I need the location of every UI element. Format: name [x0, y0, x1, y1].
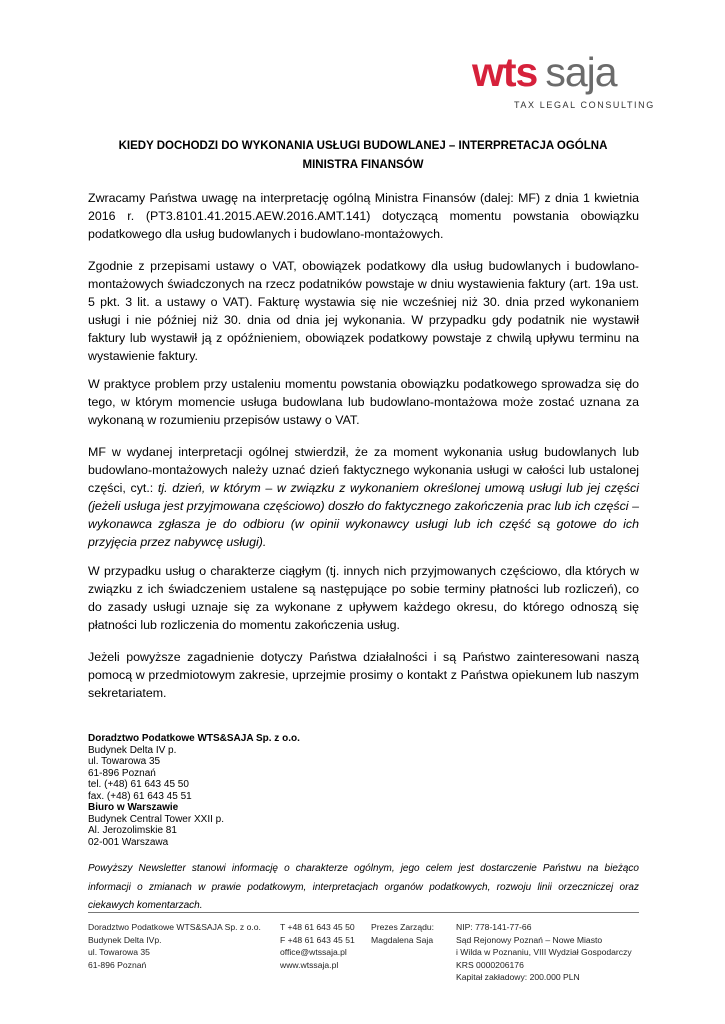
sig-fax: fax. (+48) 61 643 45 51	[88, 790, 192, 802]
disclaimer: Powyższy Newsletter stanowi informację o charakterze ogólnym, jego celem jest dostarczenie Państwu na bieżąco informacji o zmianach w prawie podatkowym, interpretacjach organów podatkowych, rozwoju linii orzeczniczej oraz ciekawych komentarzach.	[88, 863, 639, 911]
footer-line: NIP: 778-141-77-66	[456, 922, 532, 932]
sig-office-street: Al. Jerozolimskie 81	[88, 825, 177, 836]
title-line-2: MINISTRA FINANSÓW	[302, 159, 424, 171]
sig-office-title: Biuro w Warszawie	[88, 802, 179, 813]
footer-line: Budynek Delta IVp.	[88, 934, 162, 945]
footer-line: Doradztwo Podatkowe WTS&SAJA Sp. z o.o.	[88, 922, 261, 932]
footer-line: i Wilda w Poznaniu, VIII Wydział Gospodarczy	[456, 947, 632, 957]
paragraph-5: W przypadku usług o charakterze ciągłym (tj. innych nich przyjmowanych częściowo, dla których w związku z ich świadczeniem ustalene są następujące po sobie terminy płatności lub rozliczeń), co do zasady usługi uznaje się za wykonane z upływem każdego okresu, do którego odnoszą się płatności lub rozliczenia do momentu zakończenia usług.	[88, 564, 639, 632]
paragraph-4-quote: tj. dzień, w którym – w związku z wykonaniem określonej umową usługi lub jej części (jeżeli usługa jest przyjmowana częściowo) doszło do faktycznego zakończenia prac lub ich części – wykonawca zgłasza je do odbioru (w opinii wykonawcy usługi lub ich część są gotowe do ich przyjęcia przez nabywcę usługi).	[88, 481, 639, 549]
sig-office-city: 02-001 Warszawa	[88, 836, 169, 848]
signature-block	[88, 733, 300, 848]
wts-saja-logo	[472, 49, 655, 116]
footer-fax: F +48 61 643 45 51	[280, 934, 355, 945]
footer-line: KRS 0000206176	[456, 959, 524, 970]
footer-line: Prezes Zarządu:	[371, 922, 435, 932]
sig-tel: tel. (+48) 61 643 45 50	[88, 779, 189, 790]
footer-divider	[88, 912, 639, 913]
paragraph-4	[88, 443, 639, 551]
footer-phone: T +48 61 643 45 50	[280, 922, 355, 932]
footer-line: 61-896 Poznań	[88, 959, 147, 970]
sig-office-building: Budynek Central Tower XXII p.	[88, 813, 224, 825]
footer-line: Sąd Rejonowy Poznań – Nowe Miasto	[456, 934, 603, 945]
paragraph-1: Zwracamy Państwa uwagę na interpretację ogólną Ministra Finansów (dalej: MF) z dnia 1 kwietnia 2016 r. (PT3.8101.41.2015.AEW.2016.AMT.141) dotyczącą momentu powstania obowiązku podatkowego dla usług budowlanych i budowlano-montażowych.	[88, 191, 639, 241]
logo-tagline: TAX LEGAL CONSULTING	[514, 100, 655, 110]
footer-line: Kapitał zakładowy: 200.000 PLN	[456, 972, 580, 982]
title-line-1: KIEDY DOCHODZI DO WYKONANIA USŁUGI BUDOWLANEJ – INTERPRETACJA OGÓLNA	[118, 140, 608, 152]
logo-wordmark	[472, 49, 617, 95]
document-title	[88, 137, 638, 175]
footer-registration	[456, 921, 632, 984]
paragraph-2: Zgodnie z przepisami ustawy o VAT, obowiązek podatkowy dla usług budowlanych i budowlano-montażowych świadczonych na rzecz podatników powstaje w dniu wystawienia faktury (art. 19a ust. 5 pkt. 3 lit. a ustawy o VAT). Fakturę wystawia się nie wcześniej niż 30. dnia przed wykonaniem usługi i nie później niż 30. dnia od dnia jej wykonania. W przypadku gdy podatnik nie wystawił faktury lub wystawił ją z opóźnieniem, obowiązek podatkowy powstaje z chwilą upływu terminu na wystawienie faktury.	[88, 259, 639, 363]
paragraph-3: W praktyce problem przy ustaleniu momentu powstania obowiązku podatkowego sprowadza się do tego, w którym momencie usługa budowlana lub budowlano-montażowa może zostać uznana za wykonaną w rozumieniu przepisów ustawy o VAT.	[88, 377, 639, 427]
footer-email: office@wtssaja.pl	[280, 947, 347, 957]
paragraph-6: Jeżeli powyższe zagadnienie dotyczy Państwa działalności i są Państwo zainteresowani naszą pomocą w przedmiotowym zakresie, uprzejmie prosimy o kontakt z Państwa opiekunem lub naszym sekretariatem.	[88, 650, 639, 700]
footer-contact	[280, 921, 355, 971]
paragraph-4-intro: MF w wydanej interpretacji ogólnej stwierdził, że za moment wykonania usług budowlanych lub budowlano-montażowych należy uznać dzień faktycznego wykonania usługi w całości lub ustalonej części, cyt.:	[88, 445, 639, 495]
sig-building: Budynek Delta IV p.	[88, 744, 177, 756]
sig-city: 61-896 Poznań	[88, 767, 156, 779]
footer-line: ul. Towarowa 35	[88, 947, 150, 957]
footer-management	[371, 921, 434, 946]
sig-company: Doradztwo Podatkowe WTS&SAJA Sp. z o.o.	[88, 733, 300, 744]
footer-website: www.wtssaja.pl	[280, 959, 339, 970]
footer-company	[88, 921, 261, 971]
sig-street: ul. Towarowa 35	[88, 756, 161, 767]
footer-line: Magdalena Saja	[371, 934, 434, 945]
logo-wts: wts	[472, 49, 538, 95]
logo-saja: saja	[545, 49, 617, 95]
